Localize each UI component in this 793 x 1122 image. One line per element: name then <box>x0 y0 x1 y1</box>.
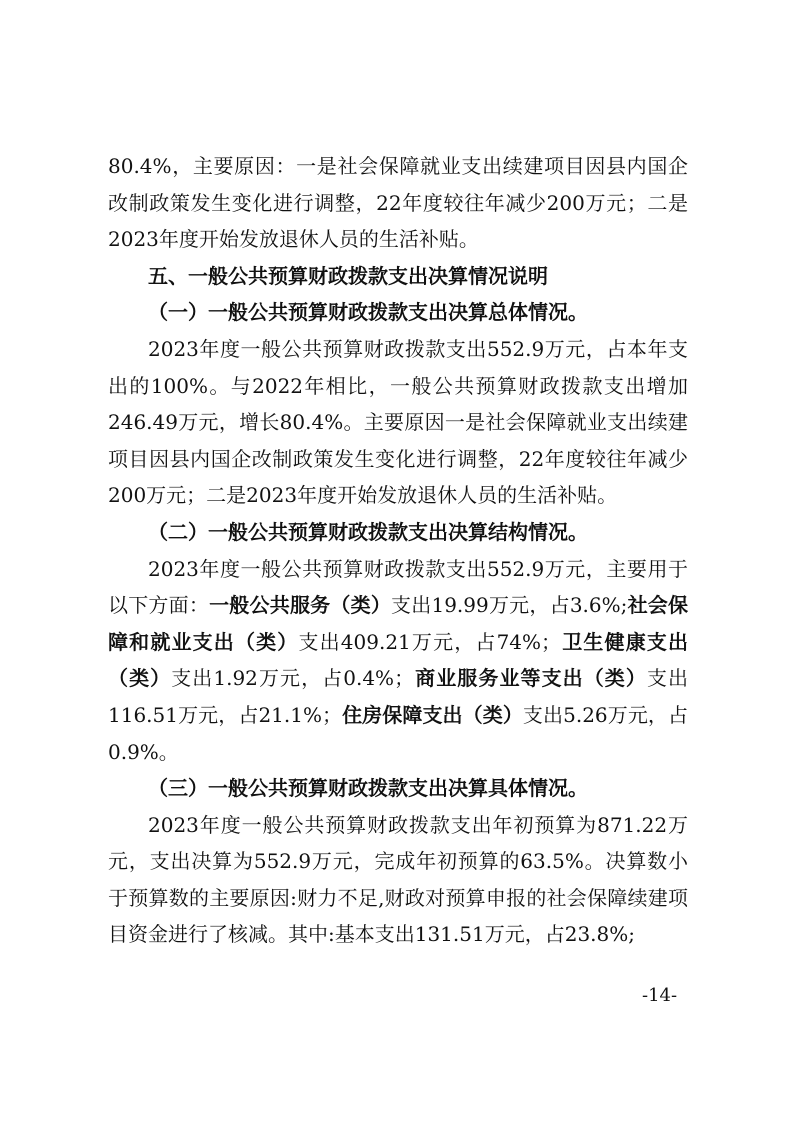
text-segment: 80.4%，主要原因：一是社会保障就业支出续建项目因县内国企改制政策发生变化进行调整，22年度较往年减少200万元；二是2023年度开始发放退休人员的生活补贴。 <box>108 154 688 252</box>
section-heading <box>108 258 688 295</box>
bold-text-segment: 五、一般公共预算财政拨款支出决算情况说明 <box>148 263 548 288</box>
text-segment: 2023年度一般公共预算财政拨款支出552.9万元，占本年支出的100%。与2022年相比，一般公共预算财政拨款支出增加246.49万元，增长80.4%。主要原因一是社会保障就业支出续建项目因县内国企改制政策发生变化进行调整，22年度较往年减少200万元；二是2023年度开始发放退休人员的生活补贴。 <box>108 336 688 508</box>
section-heading <box>108 770 688 807</box>
document-body <box>108 148 688 953</box>
section-heading <box>108 514 688 551</box>
page-number: -14- <box>642 985 678 1006</box>
text-segment: 支出1.92万元，占0.4%； <box>171 666 415 691</box>
text-segment: 支出5.26万元，占0.9%。 <box>108 702 689 764</box>
text-segment: 2023年度一般公共预算财政拨款支出552.9万元，主要用于以下方面： <box>108 556 688 618</box>
body-paragraph <box>108 148 688 258</box>
body-paragraph <box>108 551 688 771</box>
text-segment: 2023年度一般公共预算财政拨款支出年初预算为871.22万元，支出决算为552.9万元，完成年初预算的63.5%。决算数小于预算数的主要原因:财力不足,财政对预算申报的社会保障续建项目资金进行了核减。其中:基本支出131.51万元，占23.8%; <box>108 812 688 947</box>
text-segment: 支出116.51万元，占21.1%； <box>108 666 689 727</box>
bold-text-segment: （三）一般公共预算财政拨款支出决算具体情况。 <box>148 776 588 801</box>
bold-text-segment: （一）一般公共预算财政拨款支出决算总体情况。 <box>148 300 588 325</box>
bold-text-segment: 卫生健康支出（类） <box>108 629 689 691</box>
bold-text-segment: 社会保障和就业支出（类） <box>108 593 689 654</box>
bold-text-segment: 一般公共服务（类） <box>209 593 392 618</box>
bold-text-segment: （二）一般公共预算财政拨款支出决算结构情况。 <box>148 519 588 544</box>
section-heading <box>108 294 688 331</box>
text-segment: 支出409.21万元，占74%； <box>298 629 562 654</box>
body-paragraph <box>108 807 688 953</box>
body-paragraph <box>108 331 688 514</box>
bold-text-segment: 住房保障支出（类） <box>341 702 523 727</box>
bold-text-segment: 商业服务业等支出（类） <box>414 666 647 691</box>
text-segment: 支出19.99万元，占3.6%; <box>391 593 628 618</box>
